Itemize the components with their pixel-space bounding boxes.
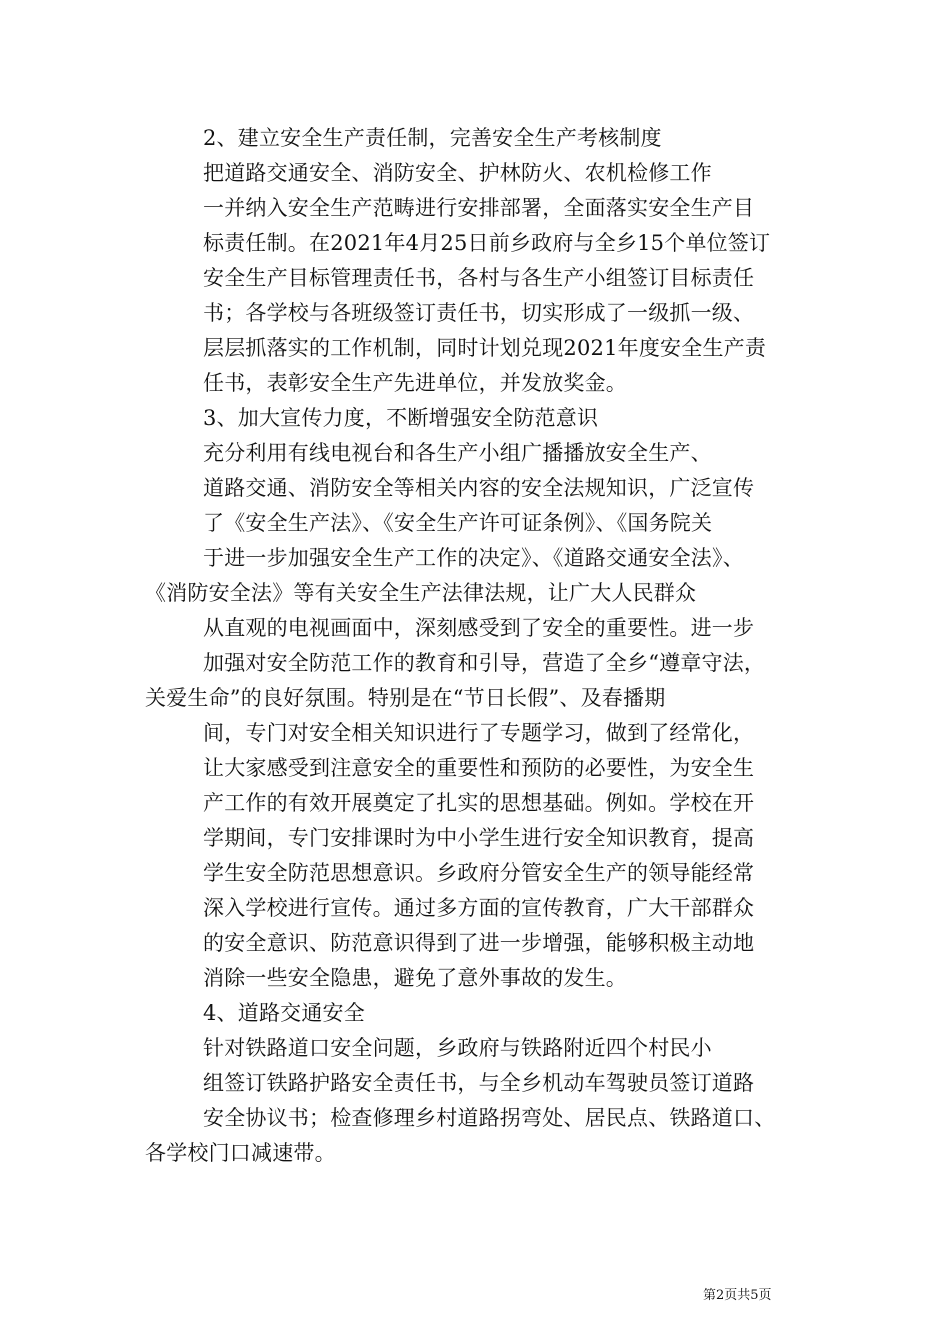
paragraph-line: 安全生产目标管理责任书，各村与各生产小组签订目标责任: [203, 266, 755, 290]
paragraph-line: 道路交通、消防安全等相关内容的安全法规知识，广泛宣传: [203, 476, 755, 500]
paragraph-line: 安全协议书；检查修理乡村道路拐弯处、居民点、铁路道口、: [203, 1106, 776, 1130]
paragraph-line: 组签订铁路护路安全责任书，与全乡机动车驾驶员签订道路: [203, 1071, 755, 1095]
paragraph-line: 学期间，专门安排课时为中小学生进行安全知识教育，提高: [203, 826, 755, 850]
section-heading-3: 3、加大宣传力度，不断增强安全防范意识: [203, 406, 599, 430]
paragraph-line: 了《安全生产法》、《安全生产许可证条例》、《国务院关: [203, 511, 713, 535]
paragraph-line: 层层抓落实的工作机制，同时计划兑现2021年度安全生产责: [203, 336, 767, 360]
paragraph-line: 一并纳入安全生产范畴进行安排部署，全面落实安全生产目: [203, 196, 755, 220]
paragraph-line: 《消防安全法》等有关安全生产法律法规，让广大人民群众: [145, 581, 697, 605]
paragraph-line: 充分利用有线电视台和各生产小组广播播放安全生产、: [203, 441, 712, 465]
paragraph-line: 的安全意识、防范意识得到了进一步增强，能够积极主动地: [203, 931, 755, 955]
paragraph-line: 书；各学校与各班级签订责任书，切实形成了一级抓一级、: [203, 301, 755, 325]
paragraph-line: 学生安全防范思想意识。乡政府分管安全生产的领导能经常: [203, 861, 755, 885]
paragraph-line: 关爱生命”的良好氛围。特别是在“节日长假”、及春播期: [145, 686, 666, 710]
paragraph-line: 任书，表彰安全生产先进单位，并发放奖金。: [203, 371, 627, 395]
page-number: 第2页共5页: [703, 1288, 772, 1303]
paragraph-line: 从直观的电视画面中，深刻感受到了安全的重要性。进一步: [203, 616, 755, 640]
section-heading-2: 2、建立安全生产责任制，完善安全生产考核制度: [203, 126, 662, 150]
paragraph-line: 各学校门口减速带。: [145, 1141, 336, 1165]
paragraph-line: 消除一些安全隐患，避免了意外事故的发生。: [203, 966, 627, 990]
paragraph-line: 标责任制。在2021年4月25日前乡政府与全乡15个单位签订: [203, 231, 771, 255]
paragraph-line: 针对铁路道口安全问题，乡政府与铁路附近四个村民小: [203, 1036, 712, 1060]
paragraph-line: 深入学校进行宣传。通过多方面的宣传教育，广大干部群众: [203, 896, 755, 920]
paragraph-line: 加强对安全防范工作的教育和引导，营造了全乡“遵章守法，: [203, 651, 766, 675]
paragraph-line: 让大家感受到注意安全的重要性和预防的必要性，为安全生: [203, 756, 755, 780]
paragraph-line: 产工作的有效开展奠定了扎实的思想基础。例如。学校在开: [203, 791, 755, 815]
paragraph-line: 把道路交通安全、消防安全、护林防火、农机检修工作: [203, 161, 712, 185]
section-heading-4: 4、道路交通安全: [203, 1001, 365, 1025]
paragraph-line: 间，专门对安全相关知识进行了专题学习，做到了经常化，: [203, 721, 755, 745]
paragraph-line: 于进一步加强安全生产工作的决定》、《道路交通安全法》、: [203, 546, 744, 570]
